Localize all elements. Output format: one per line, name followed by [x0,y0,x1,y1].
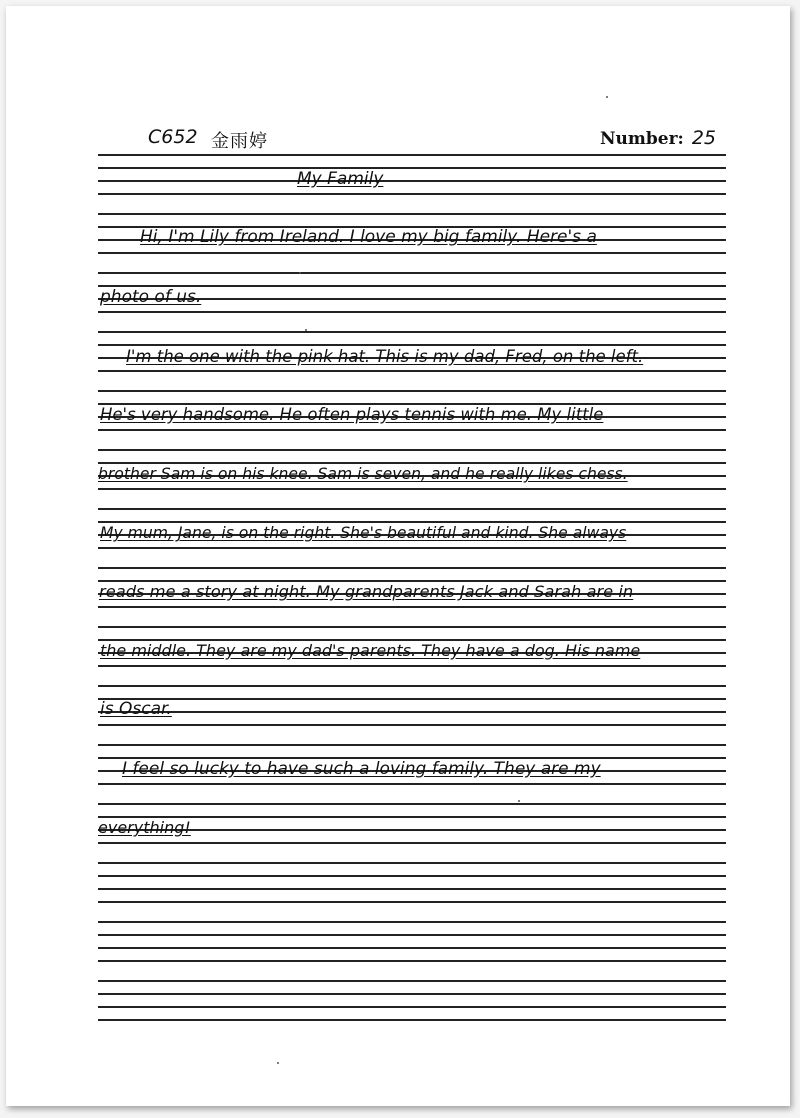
ruled-line [98,180,726,182]
ruled-line [98,390,726,392]
essay-line: the middle. They are my dad's parents. They have a dog. His name [100,641,641,660]
ruled-line [98,960,726,962]
ruled-line [98,888,726,890]
ruled-line [98,1019,726,1021]
ruled-line [98,816,726,818]
ruled-line [98,488,726,490]
ruled-line [98,370,726,372]
ruled-line [98,947,726,949]
ruled-line [98,344,726,346]
number-value: 25 [691,127,717,149]
essay-line: everything! [98,818,191,837]
number-label-text: Number: [600,129,684,149]
essay-line: photo of us. [100,287,202,307]
ruled-line [98,665,726,667]
ruled-line [98,685,726,687]
essay-title: My Family [297,169,384,189]
speck [299,272,301,274]
ruled-line [98,213,726,215]
ruled-line [98,331,726,333]
ruled-line [98,154,726,156]
ruled-line [98,934,726,936]
ruled-line [98,429,726,431]
essay-line: reads me a story at night. My grandparents Jack and Sarah are in [99,582,634,601]
ruled-line [98,980,726,982]
speck [305,329,307,331]
speck [277,1062,279,1064]
ruled-line [98,862,726,864]
student-name: 金雨婷 [211,131,268,152]
ruled-line [98,993,726,995]
essay-line: My mum, Jane, is on the right. She's beautiful and kind. She always [100,524,627,542]
ruled-line [98,724,726,726]
ruled-line [98,626,726,628]
ruled-line [98,252,726,254]
ruled-line [98,783,726,785]
essay-line: brother Sam is on his knee. Sam is seven, and he really likes chess. [98,465,628,483]
ruled-line [98,1006,726,1008]
speck [518,800,520,802]
ruled-line [98,606,726,608]
ruled-line [98,842,726,844]
ruled-line [98,567,726,569]
essay-line: is Oscar. [100,699,172,719]
ruled-line [98,829,726,831]
ruled-line [98,698,726,700]
essay-sheet [6,6,790,1106]
essay-line: I'm the one with the pink hat. This is my dad, Fred, on the left. [126,347,644,366]
ruled-line [98,901,726,903]
ruled-line [98,272,726,274]
ruled-line [98,875,726,877]
ruled-line [98,449,726,451]
number-label [600,127,716,149]
essay-line: He's very handsome. He often plays tennis with me. My little [100,405,604,424]
ruled-line [98,547,726,549]
essay-line: I feel so lucky to have such a loving family. They are my [122,759,601,779]
ruled-line [98,508,726,510]
ruled-line [98,167,726,169]
ruled-line [98,921,726,923]
student-code: C652 [148,126,198,148]
ruled-line [98,711,726,713]
ruled-line [98,193,726,195]
ruled-line [98,803,726,805]
ruled-line [98,311,726,313]
essay-line: Hi, I'm Lily from Ireland. I love my big family. Here's a [140,227,597,247]
ruled-line [98,744,726,746]
speck [606,96,608,98]
